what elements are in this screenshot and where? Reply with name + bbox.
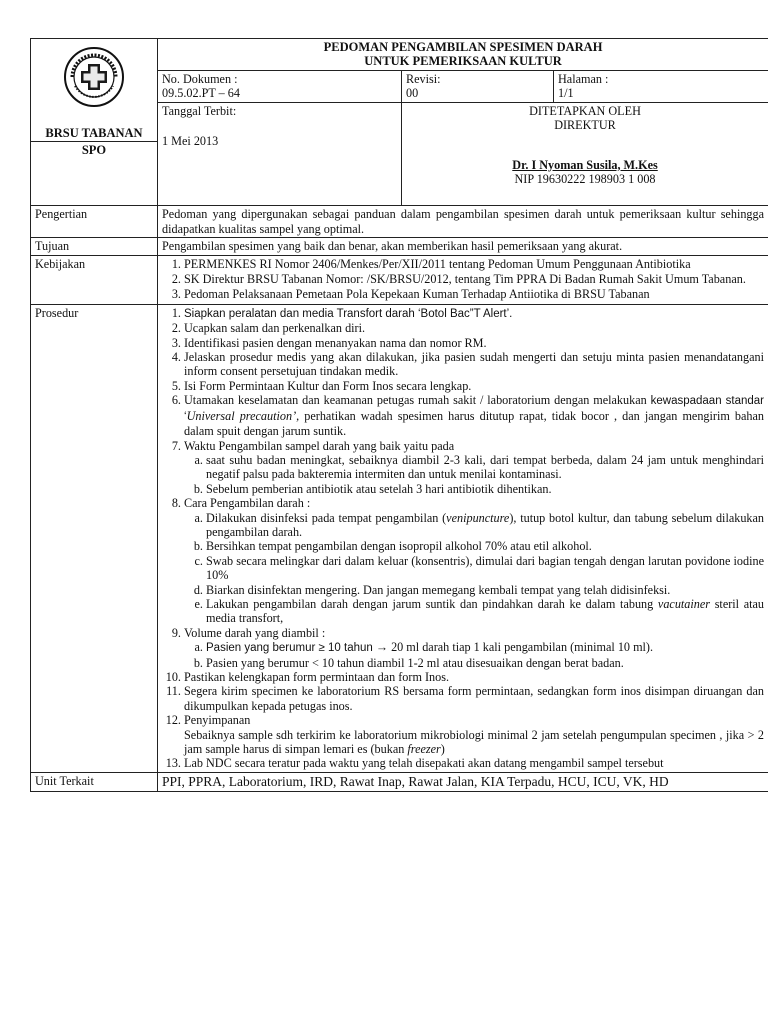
ditetapkan-cell (402, 102, 768, 206)
prosedur-item (184, 306, 764, 321)
prosedur-item: 11. Segera kirim specimen ke laboratorium RS bersama form permintaan, sedangkan form inos disimpan diruangan dan dikumpulkan kepada petugas inos. (184, 684, 764, 713)
prosedur-item-6-text-d: perhatikan wadah spesimen harus ditutup rapat, tidak bocor , dan jangan mengirim bahan dalam spuit dengan jarum suntik. (184, 408, 765, 439)
prosedur-item-9a-text-1: Pasien yang berumur ≥ 10 tahun (206, 642, 373, 655)
no-dokumen-value: 09.5.02.PT – 64 (162, 86, 240, 101)
prosedur-item (184, 439, 764, 497)
prosedur-item-8a-text-2: venipuncture (446, 510, 510, 525)
ditetapkan-line-2: DIREKTUR (554, 118, 616, 133)
prosedur-item-12-text-b: freezer (407, 742, 441, 757)
prosedur-subitem: d. Biarkan disinfektan mengering. Dan jangan memegang kembali tempat yang telah didisinfeksi. (206, 583, 764, 597)
prosedur-item-12-title: 12. Penyimpanan (184, 713, 251, 728)
prosedur-subitem: b. Bersihkan tempat pengambilan dengan isopropil alkohol 70% atau etil alkohol. (206, 539, 764, 553)
kebijakan-content (158, 255, 768, 304)
prosedur-item (184, 713, 764, 756)
hospital-logo-icon (63, 46, 125, 108)
revisi-label: Revisi: (406, 72, 441, 86)
prosedur-item-9a-text-2: → 20 ml darah tiap 1 kali pengambilan (minimal 10 ml). (372, 640, 654, 655)
prosedur-subitem (206, 597, 764, 626)
prosedur-subitem: b. Sebelum pemberian antibiotik atau setelah 3 hari antibiotik dihentikan. (206, 482, 764, 496)
revisi-cell (402, 71, 554, 103)
kebijakan-item: 2. SK Direktur BRSU Tabanan Nomor: /SK/BRSU/2012, tentang Tim PPRA Di Badan Rumah Sakit Umum Tabanan. (184, 272, 764, 286)
halaman-value: 1/1 (558, 86, 574, 101)
pengertian-text: Pedoman yang dipergunakan sebagai panduan dalam pengambilan spesimen darah untuk pemeriksaan kultur sehingga didapatkan kualitas sampel yang optimal. (158, 206, 768, 238)
prosedur-content (158, 304, 768, 772)
prosedur-subitem (206, 511, 764, 540)
prosedur-item-8e-text-2: vacutainer (657, 596, 711, 611)
prosedur-item (184, 393, 764, 438)
tujuan-text: Pengambilan spesimen yang baik dan benar, akan memberikan hasil pemeriksaan yang akurat. (158, 238, 768, 255)
header-logo-cell (31, 39, 158, 142)
title-line-2: UNTUK PEMERIKSAAN KULTUR (364, 54, 562, 68)
prosedur-subitem (206, 640, 764, 655)
prosedur-item-6-text-a: Utamakan keselamatan dan keamanan petugas rumah sakit / laboratorium dengan melakukan (184, 393, 651, 408)
halaman-cell (554, 71, 768, 103)
prosedur-item: 13. Lab NDC secara teratur pada waktu yang telah disepakati akan datang mengambil sampel tersebut (184, 756, 764, 770)
prosedur-item: 4. Jelaskan prosedur medis yang akan dilakukan, jika pasien sudah mengerti dan setuju minta pasien menandatangani inform consent persetujuan tindakan medik. (184, 350, 764, 379)
prosedur-item-7-text: Waktu Pengambilan sampel darah yang baik yaitu pada (184, 438, 455, 453)
prosedur-item-12-text-c: ) (440, 742, 445, 757)
tanggal-label: Tanggal Terbit: (162, 103, 237, 118)
prosedur-item-8e-text-1: Lakukan pengambilan darah dengan jarum suntik dan pindahkan darah ke dalam tabung (206, 596, 658, 611)
prosedur-item-1-text: Siapkan peralatan dan media Transfort darah ‘Botol Bac”T Alert’. (184, 307, 513, 320)
prosedur-item: 5. Isi Form Permintaan Kultur dan Form Inos secara lengkap. (184, 379, 764, 393)
ditetapkan-line-1: DITETAPKAN OLEH (529, 103, 641, 118)
prosedur-subitem: b. Pasien yang berumur < 10 tahun diambil 1-2 ml atau disesuaikan dengan berat badan. (206, 656, 764, 670)
prosedur-item (184, 496, 764, 626)
kebijakan-item: 1. PERMENKES RI Nomor 2406/Menkes/Per/XII/2011 tentang Pedoman Umum Penggunaan Antibiotika (184, 257, 764, 271)
spo-label: SPO (31, 142, 158, 206)
prosedur-item-8e-text-3: steril atau media transfort, (206, 596, 765, 626)
title-line-1: PEDOMAN PENGAMBILAN SPESIMEN DARAH (323, 40, 603, 54)
prosedur-subitem: c. Swab secara melingkar dari dalam keluar (konsentris), dimulai dari bagian tengah dengan larutan povidone iodine 10% (206, 554, 764, 583)
no-dokumen-label: No. Dokumen : (162, 72, 238, 86)
prosedur-item-12-text (184, 728, 764, 757)
kebijakan-label: Kebijakan (31, 255, 158, 304)
prosedur-item-8a-text-1: Dilakukan disinfeksi pada tempat pengambilan ( (206, 510, 447, 525)
prosedur-item-8a-text-3: ), tutup botol kultur, dan tabung sebelum dilakukan pengambilan darah. (206, 510, 765, 539)
no-dokumen-cell (158, 71, 402, 103)
document-title (158, 39, 768, 71)
prosedur-item-8-text: Cara Pengambilan darah : (184, 496, 311, 511)
prosedur-item (184, 626, 764, 670)
tujuan-label: Tujuan (31, 238, 158, 255)
revisi-value: 00 (406, 86, 419, 101)
prosedur-subitem: a. saat suhu badan meningkat, sebaiknya diambil 2-3 kali, dari tempat berbeda, dalam 24 jam untuk menghindari negatif palsu pada bakteremia intermiten dan untuk menilai kontaminasi. (206, 453, 764, 482)
kebijakan-item: 3. Pedoman Pelaksanaan Pemetaan Pola Kepekaan Kuman Terhadap Antiiotika di BRSU Tabanan (184, 287, 764, 301)
prosedur-item: 3. Identifikasi pasien dengan menanyakan nama dan nomor RM. (184, 336, 764, 350)
signatory-nip: NIP 19630222 198903 1 008 (514, 172, 656, 187)
org-name: BRSU TABANAN (45, 126, 143, 140)
spo-document (30, 38, 768, 1018)
prosedur-item-6-text-b: kewaspadaan standar ‘ (184, 395, 765, 423)
tanggal-value: 1 Mei 2013 (162, 134, 219, 149)
unit-terkait-text: PPI, PPRA, Laboratorium, IRD, Rawat Inap, Rawat Jalan, KIA Terpadu, HCU, ICU, VK, HD (158, 772, 768, 791)
tanggal-cell (158, 102, 402, 206)
halaman-label: Halaman : (558, 72, 609, 86)
prosedur-item-6-text-c: Universal precaution’, (186, 408, 300, 423)
prosedur-item-9-text: Volume darah yang diambil : (184, 625, 326, 640)
prosedur-label: Prosedur (31, 304, 158, 772)
prosedur-item: 2. Ucapkan salam dan perkenalkan diri. (184, 321, 764, 335)
prosedur-item-12-text-a: Sebaiknya sample sdh terkirim ke laboratorium mikrobiologi minimal 2 jam setelah pengumpulan specimen , jika > 2 jam sample harus di simpan lemari es (bukan (184, 727, 765, 757)
unit-terkait-label: Unit Terkait (31, 772, 158, 791)
signatory-name: Dr. I Nyoman Susila, M.Kes (512, 157, 658, 172)
document-table (30, 38, 768, 792)
pengertian-label: Pengertian (31, 206, 158, 238)
prosedur-item: 10. Pastikan kelengkapan form permintaan dan form Inos. (184, 670, 764, 684)
